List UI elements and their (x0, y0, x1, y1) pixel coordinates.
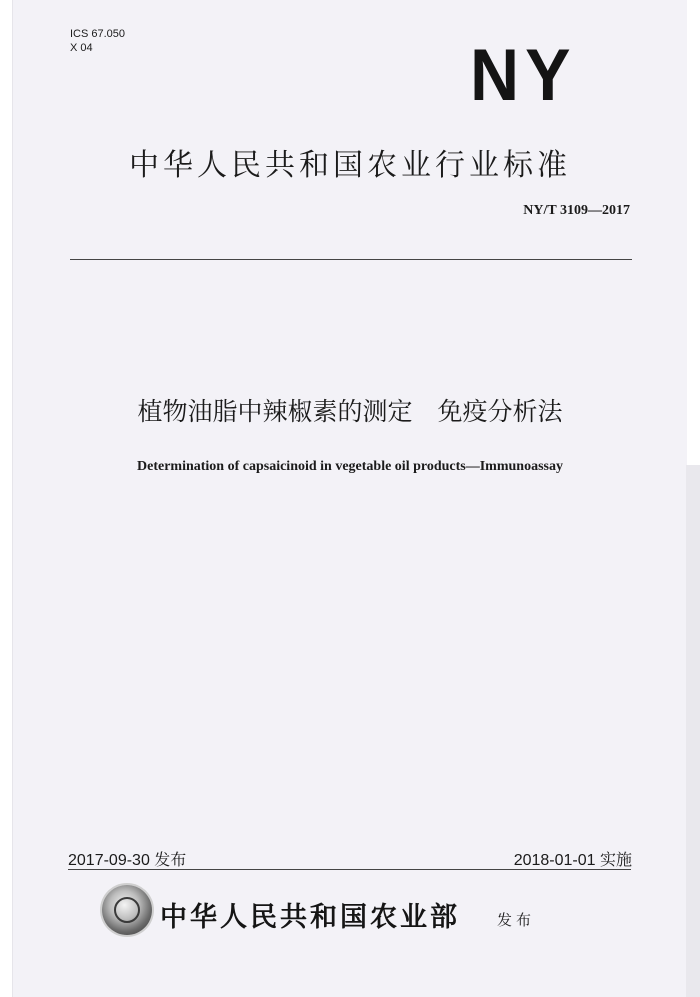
publish-label: 发布 (497, 911, 536, 929)
implement-date: 2018-01-01 实施 (513, 852, 632, 869)
standard-code: NY/T 3109—2017 (523, 203, 630, 218)
title-english: Determination of capsaicinoid in vegetable oil products—Immunoassay (137, 459, 563, 474)
class-code: X 04 (70, 42, 93, 54)
ministry-emblem-icon (102, 885, 152, 935)
scan-edge (686, 465, 700, 997)
standard-type: 中华人民共和国农业行业标准 (129, 148, 571, 183)
ics-classification (70, 27, 125, 55)
ics-code: ICS 67.050 (70, 28, 126, 40)
title-chinese: 植物油脂中辣椒素的测定 免疫分析法 (137, 397, 563, 426)
bottom-divider (68, 869, 631, 870)
top-divider (70, 259, 632, 260)
ny-logo: NY (470, 33, 577, 117)
issue-date: 2017-09-30 发布 (68, 852, 187, 869)
issuer-name: 中华人民共和国农业部 (160, 902, 460, 933)
